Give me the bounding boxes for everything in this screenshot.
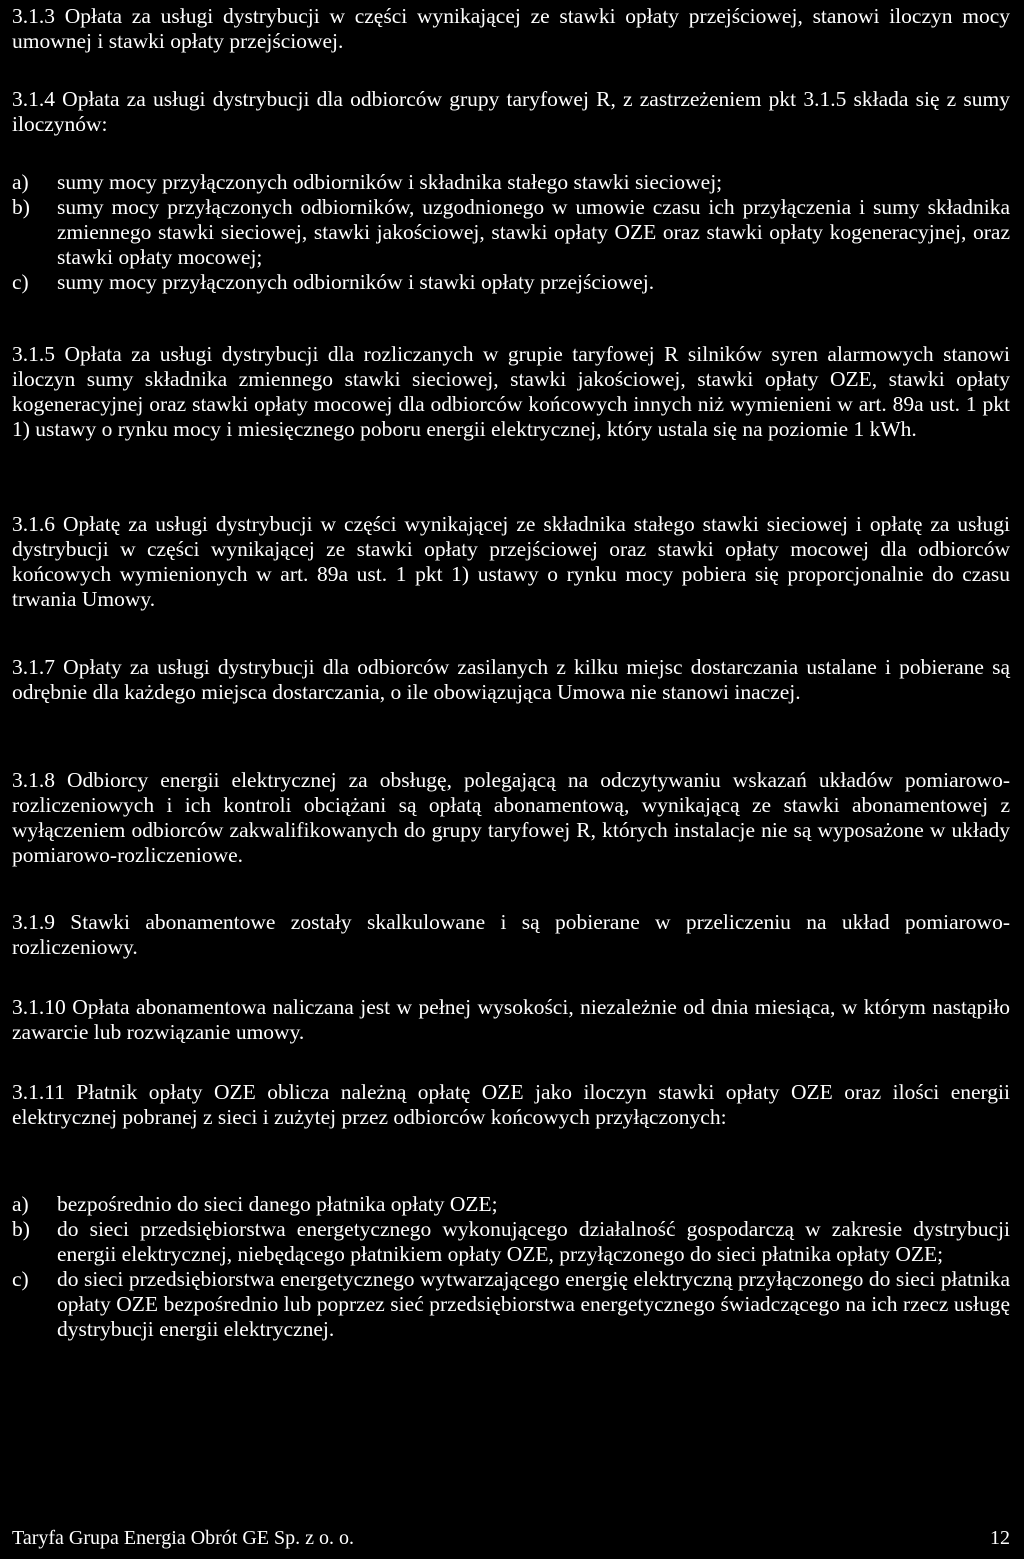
list-marker: b) (12, 1217, 30, 1241)
section-3-1-9: 3.1.9 Stawki abonamentowe zostały skalkulowane i są pobierane w przeliczeniu na układ pomiarowo-rozliczeniowy. (12, 910, 1010, 959)
list-item-text: bezpośrednio do sieci danego płatnika opłaty OZE; (57, 1192, 498, 1216)
list-item-text: sumy mocy przyłączonych odbiorników i stawki opłaty przejściowej. (57, 270, 655, 294)
list-item (12, 1267, 1010, 1342)
list-item-text: sumy mocy przyłączonych odbiorników, uzgodnionego w umowie czasu ich przyłączenia i sumy składnika zmiennego stawki sieciowej, stawki jakościowej, stawki opłaty OZE oraz stawki opłaty kogeneracyjnej, oraz stawki opłaty mocowej; (57, 195, 1010, 269)
section-3-1-6: 3.1.6 Opłatę za usługi dystrybucji w części wynikającej ze składnika stałego stawki sieciowej i opłatę za usługi dystrybucji w części wynikającej ze stawki opłaty przejściowej oraz stawki opłaty mocowej dla odbiorców końcowych wymienionych w art. 89a ust. 1 pkt 1) ustawy o rynku mocy pobiera się proporcjonalnie do czasu trwania Umowy. (12, 512, 1010, 611)
list-item (12, 1192, 1010, 1217)
list-item (12, 1217, 1010, 1267)
list-item (12, 170, 1010, 195)
list-marker: b) (12, 195, 30, 219)
section-3-1-5: 3.1.5 Opłata za usługi dystrybucji dla rozliczanych w grupie taryfowej R silników syren alarmowych stanowi iloczyn sumy składnika zmiennego stawki sieciowej, stawki jakościowej, stawki opłaty OZE, stawki opłaty kogeneracyjnej oraz stawki opłaty mocowej dla odbiorców końcowych innych niż wymienieni w art. 89a ust. 1 pkt 1) ustawy o rynku mocy i miesięcznego poboru energii elektrycznej, który ustala się na poziomie 1 kWh. (12, 342, 1010, 441)
list-item (12, 195, 1010, 270)
list-item-text: do sieci przedsiębiorstwa energetycznego wykonującego działalność gospodarczą w zakresie dystrybucji energii elektrycznej, niebędącego płatnikiem opłaty OZE, przyłączonego do sieci płatnika opłaty OZE; (57, 1217, 1010, 1266)
list-item-text: sumy mocy przyłączonych odbiorników i składnika stałego stawki sieciowej; (57, 170, 723, 194)
section-3-1-4: 3.1.4 Opłata za usługi dystrybucji dla odbiorców grupy taryfowej R, z zastrzeżeniem pkt 3.1.5 składa się z sumy iloczynów: (12, 87, 1010, 136)
section-3-1-11: 3.1.11 Płatnik opłaty OZE oblicza należną opłatę OZE jako iloczyn stawki opłaty OZE oraz ilości energii elektrycznej pobranej z sieci i zużytej przez odbiorców końcowych przyłączonych: (12, 1080, 1010, 1129)
section-3-1-10: 3.1.10 Opłata abonamentowa naliczana jest w pełnej wysokości, niezależnie od dnia miesiąca, w którym nastąpiło zawarcie lub rozwiązanie umowy. (12, 995, 1010, 1044)
list-marker: c) (12, 270, 29, 294)
list-marker: c) (12, 1267, 29, 1291)
list-item-text: do sieci przedsiębiorstwa energetycznego wytwarzającego energię elektryczną przyłączonego do sieci płatnika opłaty OZE bezpośrednio lub poprzez sieć przedsiębiorstwa energetycznego świadczącego na ich rzecz usługę dystrybucji energii elektrycznej. (57, 1267, 1010, 1341)
section-3-1-8: 3.1.8 Odbiorcy energii elektrycznej za obsługę, polegającą na odczytywaniu wskazań układów pomiarowo-rozliczeniowych i ich kontroli obciążani są opłatą abonamentową, wynikającą ze stawki abonamentowej z wyłączeniem odbiorców zakwalifikowanych do grupy taryfowej R, których instalacje nie są wyposażone w układy pomiarowo-rozliczeniowe. (12, 768, 1010, 867)
section-3-1-11-list (12, 1192, 1010, 1342)
list-item (12, 270, 1010, 295)
footer-company-name: Taryfa Grupa Energia Obrót GE Sp. z o. o. (12, 1527, 355, 1549)
list-marker: a) (12, 170, 29, 194)
section-3-1-7: 3.1.7 Opłaty za usługi dystrybucji dla odbiorców zasilanych z kilku miejsc dostarczania ustalane i pobierane są odrębnie dla każdego miejsca dostarczania, o ile obowiązująca Umowa nie stanowi inaczej. (12, 655, 1010, 704)
section-3-1-3: 3.1.3 Opłata za usługi dystrybucji w części wynikającej ze stawki opłaty przejściowej, stanowi iloczyn mocy umownej i stawki opłaty przejściowej. (12, 4, 1010, 53)
page-number: 12 (990, 1527, 1010, 1549)
list-marker: a) (12, 1192, 29, 1216)
section-3-1-4-list (12, 170, 1010, 295)
